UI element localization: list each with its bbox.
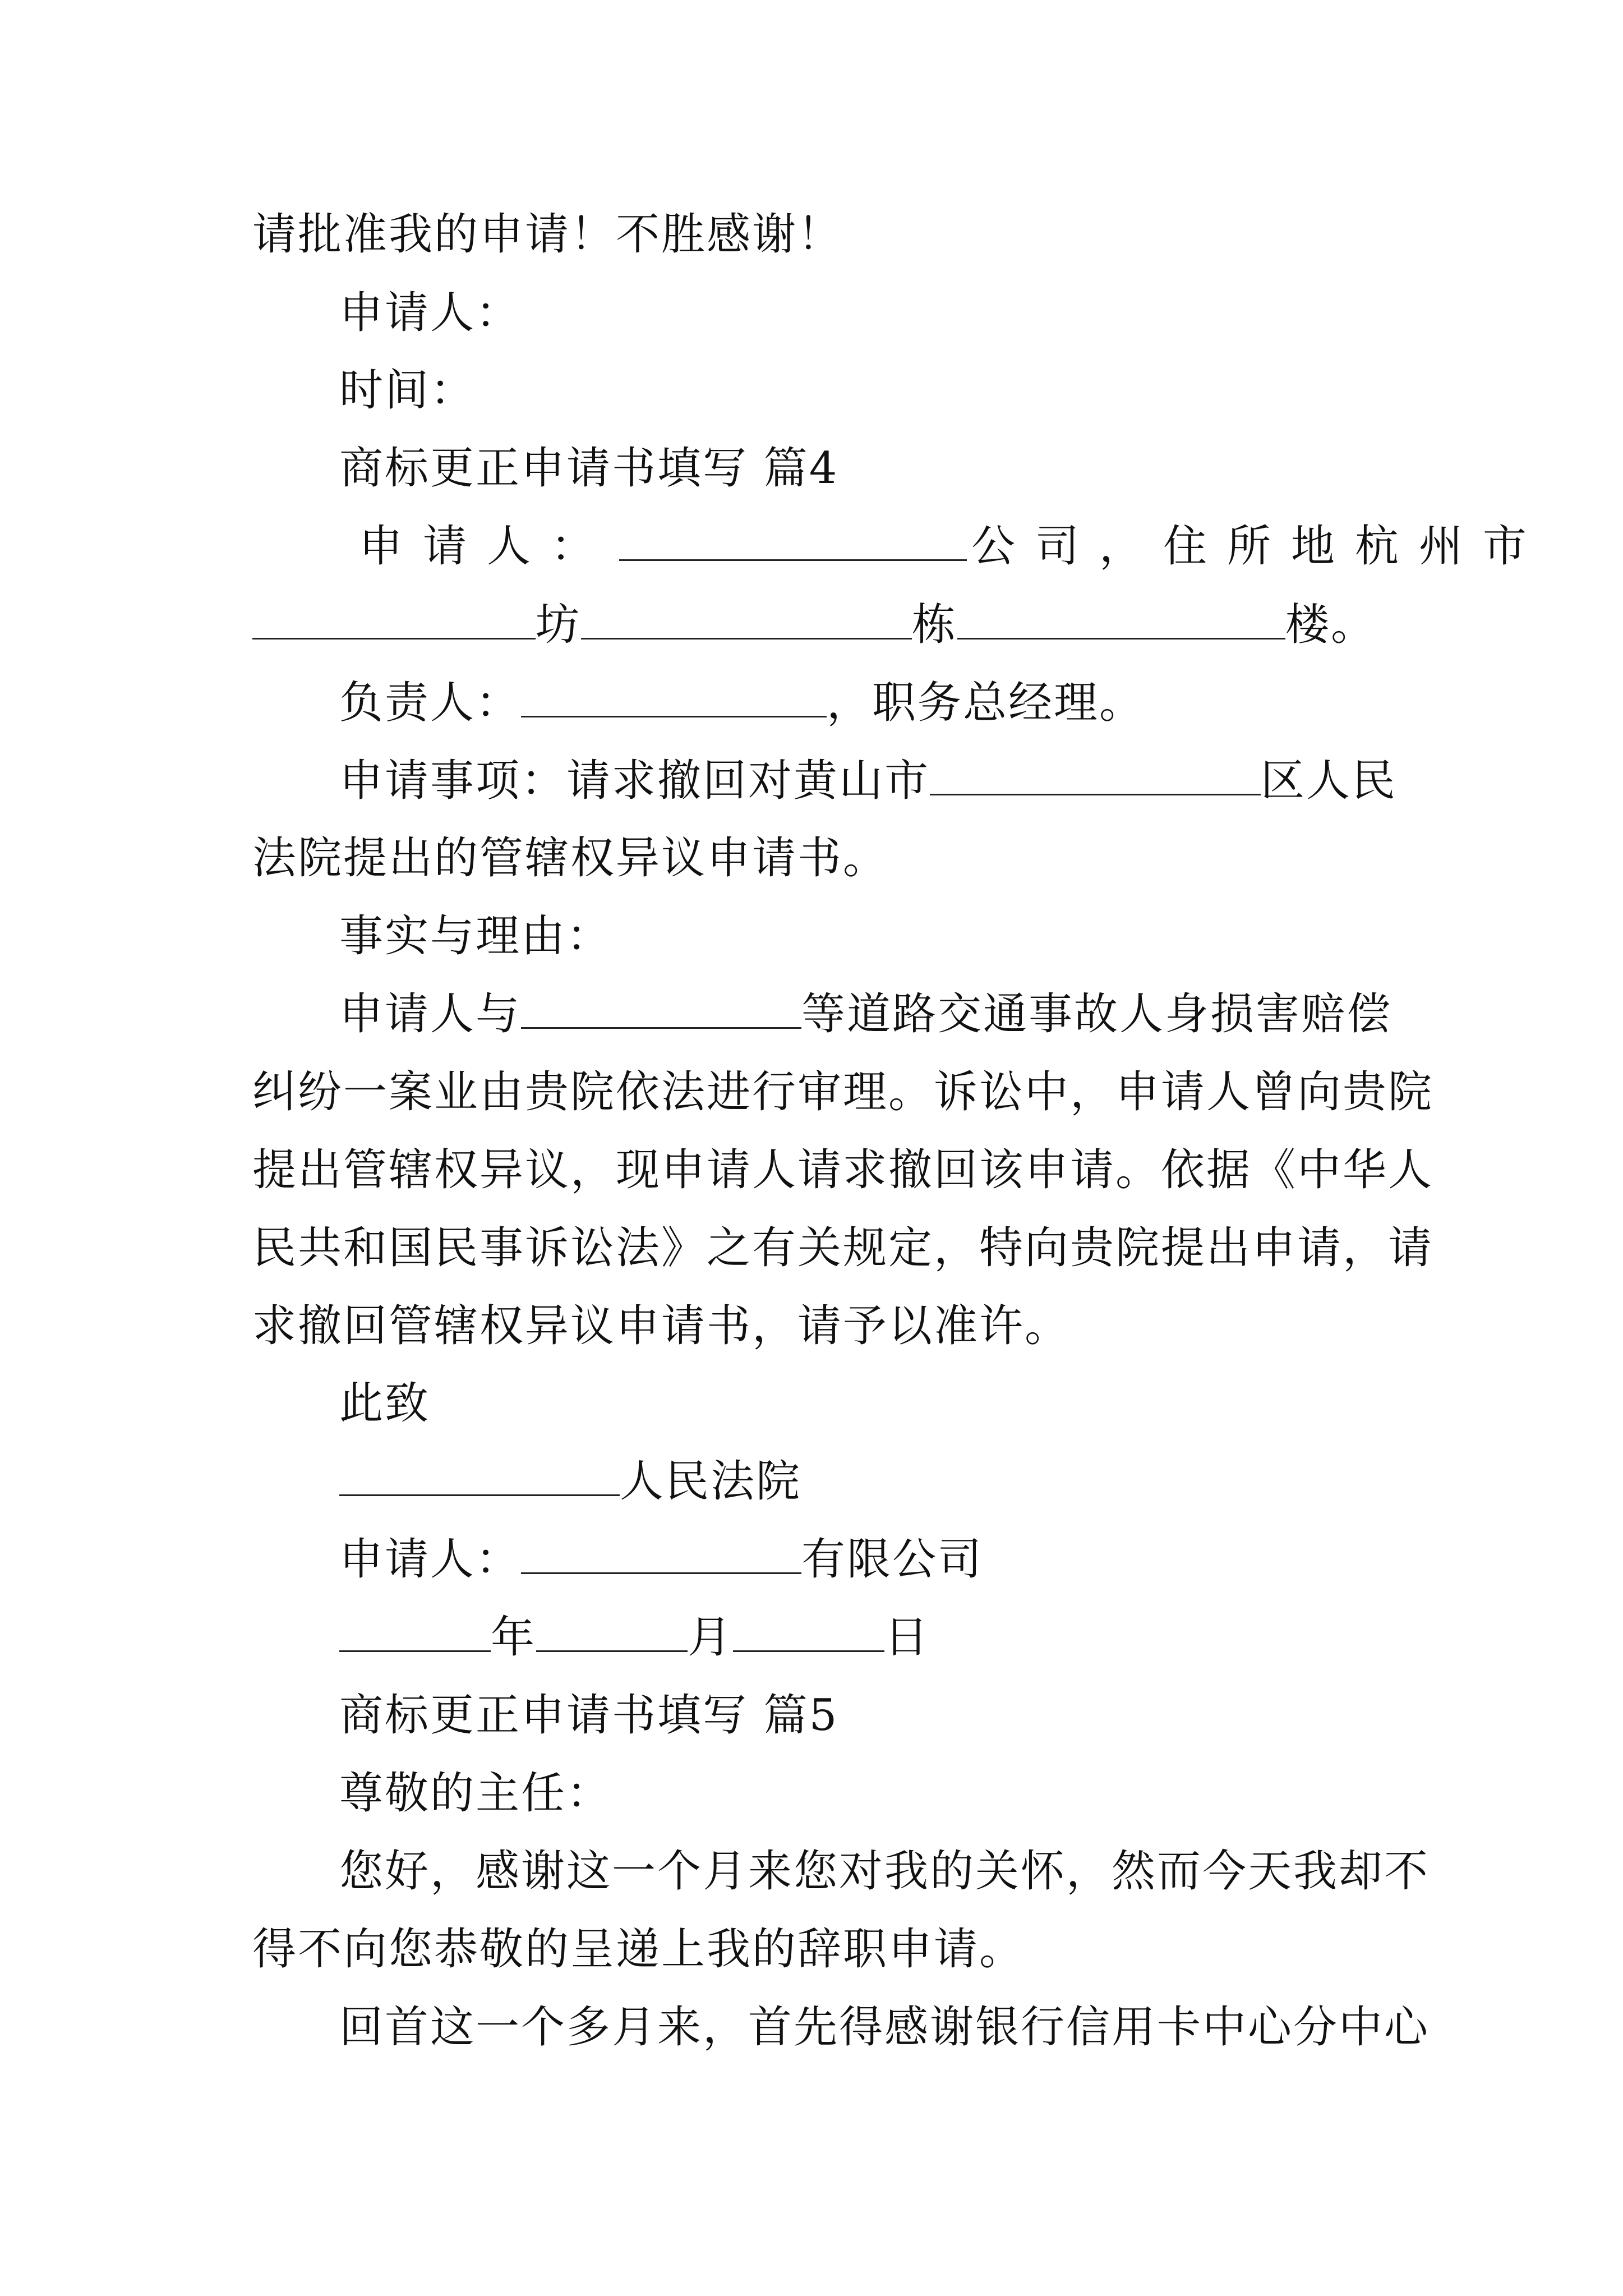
s4-person-title: ，职务总经理。	[827, 678, 1145, 728]
s4-matter-suffix: 区人民	[1261, 756, 1398, 806]
s5-paragraph-1-line-1: 您好，感谢这一个月来您对我的关怀，然而今天我却不	[339, 1846, 1430, 1897]
s4-date-line	[339, 1609, 930, 1665]
s4-matter-line	[339, 753, 1397, 809]
section-heading-4: 商标更正申请书填写 篇4	[339, 443, 839, 494]
time-label: 时间：	[339, 365, 476, 416]
s4-company-text: 公司，住所地杭州市	[971, 521, 1547, 572]
s4-court-line	[339, 1453, 801, 1510]
blank-field	[581, 599, 912, 639]
s4-facts-line-5: 求撤回管辖权异议申请书，请予以准许。	[252, 1301, 1071, 1351]
blank-field	[339, 1611, 491, 1652]
blank-field	[252, 599, 536, 639]
s4-facts-line-1	[339, 986, 1392, 1042]
s4-sig-label: 申请人：	[339, 1534, 522, 1585]
s5-greeting: 尊敬的主任：	[339, 1768, 612, 1819]
blank-field	[619, 520, 967, 561]
section-heading-5: 商标更正申请书填写 篇5	[339, 1690, 839, 1741]
s4-year: 年	[491, 1612, 537, 1663]
s4-lou: 楼。	[1285, 600, 1377, 650]
s5-paragraph-1-line-2: 得不向您恭敬的呈递上我的辞职申请。	[252, 1924, 1025, 1975]
blank-field	[521, 988, 801, 1029]
s4-person-line	[339, 675, 1145, 731]
s4-month: 月	[688, 1612, 734, 1663]
s4-facts-line-3: 提出管辖权异议，现申请人请求撤回该申请。依据《中华人	[252, 1145, 1434, 1195]
s4-matter-line-2: 法院提出的管辖权异议申请书。	[252, 833, 889, 884]
s5-paragraph-2-line-1: 回首这一个多月来，首先得感谢银行信用卡中心分中心	[339, 2002, 1430, 2053]
s4-signature-line	[339, 1531, 983, 1588]
s4-person-label: 负责人：	[339, 678, 522, 728]
blank-field	[957, 599, 1285, 639]
s4-sig-suffix: 有限公司	[801, 1534, 984, 1585]
s4-fang: 坊	[536, 600, 582, 650]
blank-field	[339, 1455, 620, 1496]
s4-facts-line-4: 民共和国民事诉讼法》之有关规定，特向贵院提出申请，请	[252, 1223, 1434, 1273]
s4-dong: 栋	[912, 600, 958, 650]
s4-facts-suffix: 等道路交通事故人身损害赔偿	[801, 989, 1393, 1039]
s4-applicant-line	[359, 518, 1547, 574]
s4-matter-prefix: 申请事项：请求撤回对黄山市	[339, 756, 930, 806]
s4-facts-prefix: 申请人与	[339, 989, 522, 1039]
s4-applicant-label: 申请人：	[359, 521, 615, 572]
blank-field	[536, 1611, 688, 1652]
closing-line: 请批准我的申请！不胜感谢！	[252, 209, 843, 260]
s4-day: 日	[884, 1612, 930, 1663]
blank-field	[930, 754, 1261, 795]
blank-field	[521, 1533, 801, 1574]
s4-facts-line-2: 纠纷一案业由贵院依法进行审理。诉讼中，申请人曾向贵院	[252, 1067, 1434, 1117]
s4-salutation: 此致	[339, 1378, 431, 1429]
blank-field	[733, 1611, 884, 1652]
blank-field	[521, 677, 827, 717]
s4-address-line	[252, 597, 1376, 653]
s4-court-suffix: 人民法院	[620, 1456, 802, 1507]
s4-facts-label: 事实与理由：	[339, 911, 612, 961]
applicant-signature-label: 申请人：	[339, 288, 522, 338]
